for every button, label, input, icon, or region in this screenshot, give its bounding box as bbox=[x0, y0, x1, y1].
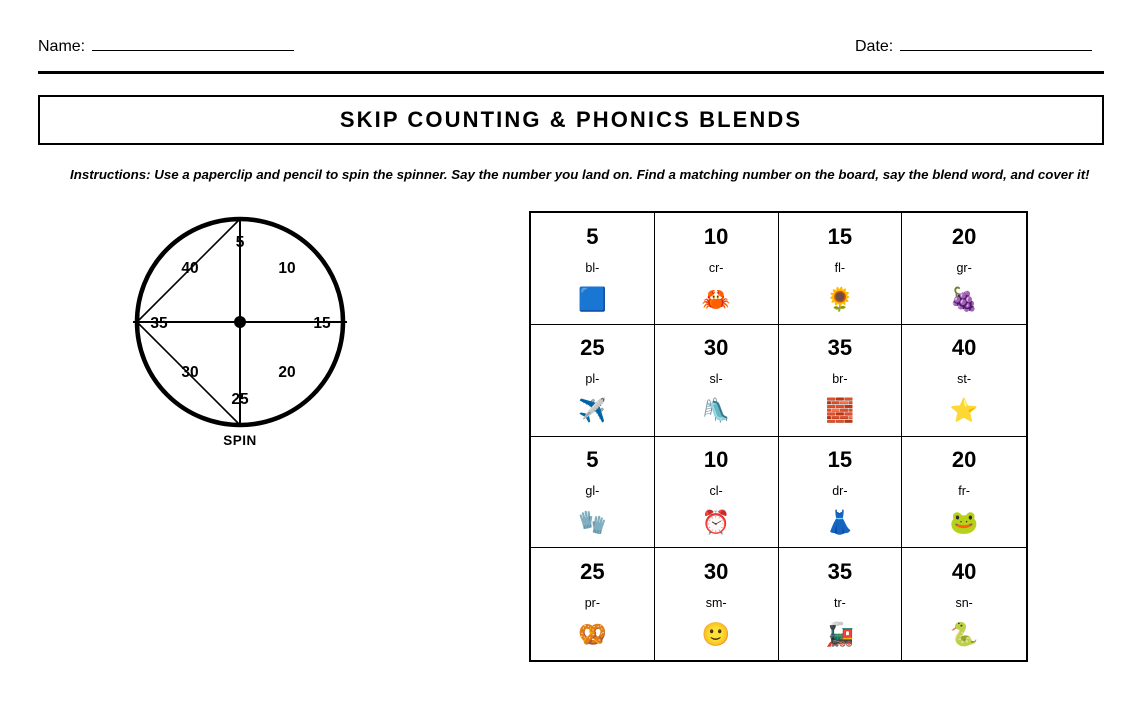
board-cell-blend: st- bbox=[957, 372, 972, 387]
date-field[interactable] bbox=[855, 38, 1092, 56]
board-cell-number: 15 bbox=[827, 223, 853, 249]
board-cell[interactable] bbox=[531, 437, 655, 549]
slide-icon: 🛝 bbox=[701, 398, 731, 425]
spinner-label-0: 5 bbox=[235, 234, 245, 251]
board-cell-blend: br- bbox=[832, 372, 848, 387]
board-cell[interactable] bbox=[779, 213, 903, 325]
title-banner bbox=[38, 95, 1104, 145]
spinner-label-3: 20 bbox=[278, 364, 296, 381]
board-cell[interactable] bbox=[902, 437, 1026, 549]
board-cell-blend: gr- bbox=[956, 260, 972, 275]
worksheet-header bbox=[38, 38, 1104, 64]
board-cell-blend: fl- bbox=[834, 260, 846, 275]
grapes-icon: 🍇 bbox=[949, 286, 979, 313]
board-cell-blend: gl- bbox=[585, 484, 600, 499]
board-cell-blend: sl- bbox=[709, 372, 723, 387]
board-cell[interactable] bbox=[531, 548, 655, 660]
board-cell[interactable] bbox=[779, 437, 903, 549]
board-cell[interactable] bbox=[902, 213, 1026, 325]
board-cell-number: 5 bbox=[586, 223, 599, 249]
name-field[interactable] bbox=[38, 38, 294, 56]
name-label: Name: bbox=[38, 38, 86, 55]
name-write-line[interactable] bbox=[92, 38, 294, 51]
board-cell-number: 25 bbox=[580, 559, 605, 585]
spin-caption: SPIN bbox=[223, 433, 257, 448]
train-icon: 🚂 bbox=[825, 622, 855, 649]
page-title: SKIP COUNTING & PHONICS BLENDS bbox=[339, 107, 803, 132]
brick-icon: 🧱 bbox=[825, 398, 855, 425]
board-cell-number: 35 bbox=[827, 559, 853, 585]
date-write-line[interactable] bbox=[900, 38, 1092, 51]
glove-icon: 🧤 bbox=[578, 510, 607, 537]
blue-square-icon: 🟦 bbox=[578, 286, 607, 313]
spinner[interactable] bbox=[120, 205, 360, 460]
board-cell[interactable] bbox=[655, 437, 779, 549]
board-cell[interactable] bbox=[655, 548, 779, 660]
sunflower-icon: 🌻 bbox=[825, 286, 855, 313]
board-cell-blend: sn- bbox=[955, 596, 973, 611]
board-cell-blend: pr- bbox=[584, 596, 601, 611]
board-cell-number: 10 bbox=[703, 447, 729, 473]
board-cell-number: 20 bbox=[951, 223, 977, 249]
spinner-label-2: 15 bbox=[313, 315, 331, 332]
board-cell-blend: bl- bbox=[585, 260, 600, 275]
spinner-label-4: 25 bbox=[231, 391, 249, 408]
board-cell-blend: cr- bbox=[708, 260, 724, 275]
board-cell-blend: cl- bbox=[709, 484, 723, 499]
snake-icon: 🐍 bbox=[949, 622, 979, 649]
board-cell[interactable] bbox=[779, 325, 903, 437]
board-cell[interactable] bbox=[902, 325, 1026, 437]
spinner-label-7: 40 bbox=[181, 260, 199, 277]
board-cell-number: 40 bbox=[951, 335, 977, 361]
board-cell-blend: fr- bbox=[958, 484, 971, 499]
board-cell-number: 5 bbox=[586, 447, 599, 473]
board-cell[interactable] bbox=[902, 548, 1026, 660]
header-divider bbox=[38, 71, 1104, 74]
board-cell[interactable] bbox=[531, 213, 655, 325]
dress-icon: 👗 bbox=[825, 510, 855, 537]
board-cell-blend: tr- bbox=[833, 596, 846, 611]
board-cell-number: 35 bbox=[827, 335, 853, 361]
board-cell-number: 15 bbox=[827, 447, 853, 473]
spinner-label-6: 35 bbox=[150, 315, 168, 332]
star-icon: ⭐ bbox=[949, 398, 979, 425]
board-cell[interactable] bbox=[531, 325, 655, 437]
pretzel-icon: 🥨 bbox=[578, 622, 607, 649]
board-cell-blend: dr- bbox=[832, 484, 848, 499]
crab-icon: 🦀 bbox=[701, 286, 731, 313]
spinner-hub[interactable] bbox=[234, 316, 246, 328]
spinner-wheel-icon[interactable] bbox=[120, 205, 360, 445]
board-cell[interactable] bbox=[779, 548, 903, 660]
bingo-board[interactable] bbox=[529, 211, 1028, 662]
spinner-label-5: 30 bbox=[181, 364, 199, 381]
board-cell-blend: pl- bbox=[585, 372, 600, 387]
instructions-text: Instructions: Use a paperclip and pencil to spin the spinner. Say the number you land on. Find a matching number on the board, say the blend word, and cover it! bbox=[70, 167, 1090, 182]
board-cell-number: 10 bbox=[703, 223, 729, 249]
board-cell[interactable] bbox=[655, 325, 779, 437]
board-cell-blend: sm- bbox=[705, 596, 727, 611]
smiley-icon: 🙂 bbox=[701, 622, 731, 649]
board-cell[interactable] bbox=[655, 213, 779, 325]
date-label: Date: bbox=[855, 38, 894, 55]
board-cell-number: 30 bbox=[703, 559, 729, 585]
alarm-clock-icon: ⏰ bbox=[701, 510, 731, 537]
board-cell-number: 30 bbox=[703, 335, 729, 361]
frog-icon: 🐸 bbox=[949, 510, 979, 537]
board-cell-number: 20 bbox=[951, 447, 977, 473]
board-cell-number: 25 bbox=[580, 335, 605, 361]
spinner-label-1: 10 bbox=[278, 260, 296, 277]
airplane-icon: ✈️ bbox=[578, 398, 607, 425]
board-cell-number: 40 bbox=[951, 559, 977, 585]
